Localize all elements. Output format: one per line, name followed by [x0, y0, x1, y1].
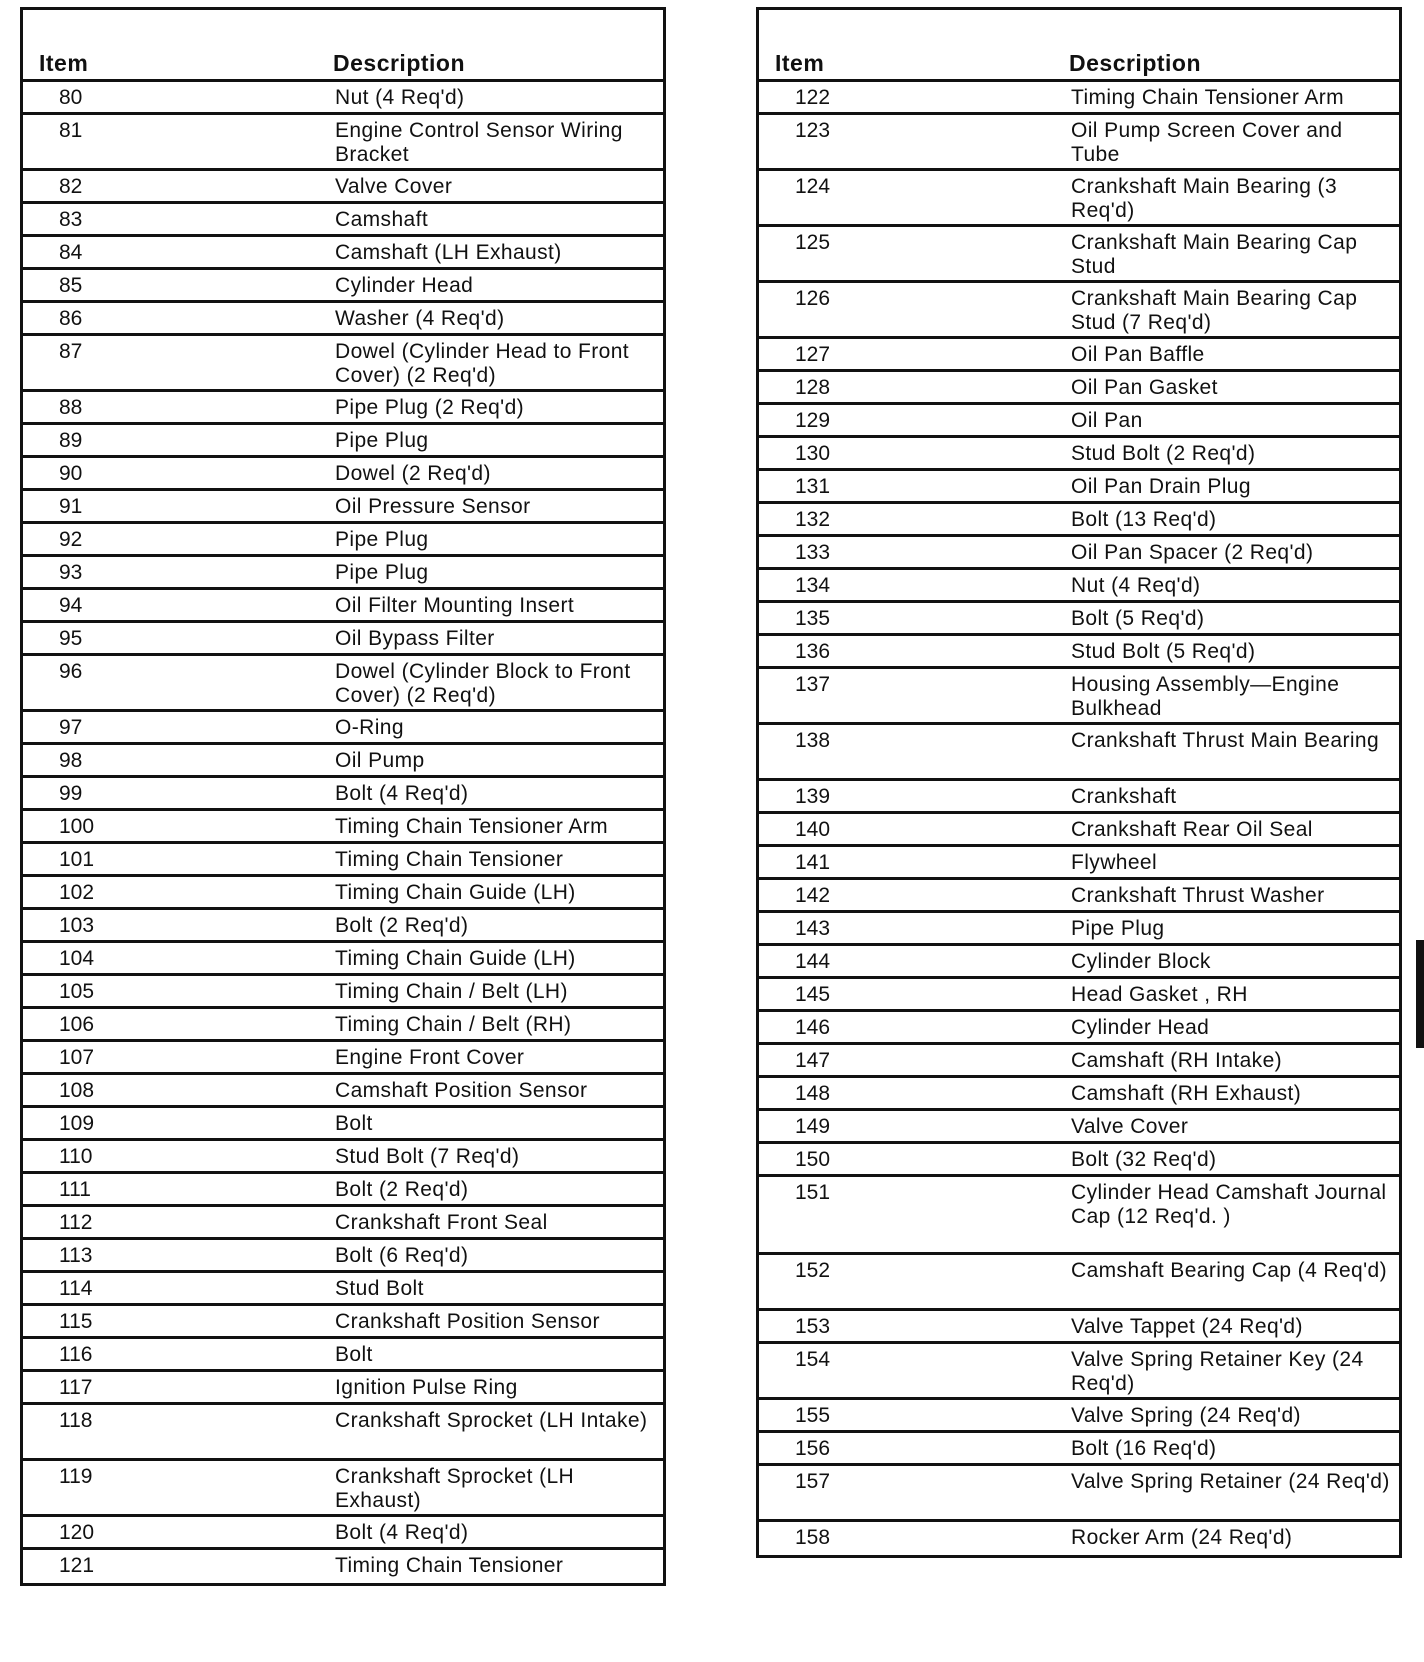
- item-description: Timing Chain Tensioner Arm: [335, 815, 609, 838]
- item-number: 149: [795, 1115, 831, 1138]
- table-body: [23, 82, 663, 1583]
- item-description: Housing Assembly—Engine Bulkhead: [1071, 673, 1340, 720]
- item-description: Dowel (2 Req'd): [335, 462, 491, 485]
- item-description: Camshaft: [335, 208, 429, 231]
- item-description: Flywheel: [1071, 851, 1158, 874]
- table-row: [759, 847, 1399, 880]
- item-number: 123: [795, 119, 831, 142]
- item-description: Bolt (4 Req'd): [335, 782, 469, 805]
- item-description: Camshaft (RH Exhaust): [1071, 1082, 1302, 1105]
- table-row: [759, 1078, 1399, 1111]
- item-number: 129: [795, 409, 831, 432]
- item-description: Bolt (2 Req'd): [335, 1178, 469, 1201]
- item-description: Ignition Pulse Ring: [335, 1376, 518, 1399]
- item-description: Cylinder Block: [1071, 950, 1211, 973]
- table-header: [23, 10, 663, 82]
- item-description: Bolt (4 Req'd): [335, 1521, 469, 1544]
- item-number: 97: [59, 716, 83, 739]
- table-row: [759, 115, 1399, 171]
- item-description: Oil Pan: [1071, 409, 1143, 432]
- item-description: Oil Pressure Sensor: [335, 495, 531, 518]
- item-number: 122: [795, 86, 831, 109]
- item-description: Oil Pan Baffle: [1071, 343, 1205, 366]
- item-description: Crankshaft Sprocket (LH Intake): [335, 1409, 648, 1432]
- table-row: [759, 1177, 1399, 1255]
- table-row: [23, 811, 663, 844]
- item-description: Engine Control Sensor Wiring Bracket: [335, 119, 623, 166]
- item-description: Valve Spring Retainer (24 Req'd): [1071, 1470, 1390, 1493]
- item-number: 134: [795, 574, 831, 597]
- item-number: 138: [795, 729, 831, 752]
- item-number: 89: [59, 429, 83, 452]
- item-number: 112: [59, 1211, 93, 1234]
- item-description: Oil Pan Gasket: [1071, 376, 1218, 399]
- table-row: [759, 1311, 1399, 1344]
- item-number: 152: [795, 1259, 831, 1282]
- item-description: Dowel (Cylinder Block to Front Cover) (2 Req'd): [335, 660, 631, 707]
- item-column-header: Item: [39, 50, 89, 76]
- table-row: [759, 504, 1399, 537]
- table-row: [23, 425, 663, 458]
- table-row: [759, 438, 1399, 471]
- item-description: Crankshaft Thrust Main Bearing: [1071, 729, 1380, 752]
- item-number: 84: [59, 241, 83, 264]
- item-number: 126: [795, 287, 831, 310]
- table-row: [759, 603, 1399, 636]
- item-number: 101: [59, 848, 95, 871]
- table-row: [23, 171, 663, 204]
- table-row: [759, 82, 1399, 115]
- item-description: Crankshaft Thrust Washer: [1071, 884, 1325, 907]
- item-description: Bolt (6 Req'd): [335, 1244, 469, 1267]
- item-description: Valve Cover: [1071, 1115, 1189, 1138]
- item-description: Oil Pan Drain Plug: [1071, 475, 1251, 498]
- table-row: [759, 283, 1399, 339]
- item-number: 92: [59, 528, 83, 551]
- table-row: [759, 1045, 1399, 1078]
- item-number: 108: [59, 1079, 95, 1102]
- item-number: 142: [795, 884, 831, 907]
- table-row: [23, 237, 663, 270]
- table-row: [759, 1400, 1399, 1433]
- table-row: [23, 1108, 663, 1141]
- table-row: [759, 372, 1399, 405]
- item-description: Pipe Plug: [335, 561, 429, 584]
- item-number: 88: [59, 396, 83, 419]
- table-row: [23, 877, 663, 910]
- item-number: 127: [795, 343, 831, 366]
- table-row: [23, 1273, 663, 1306]
- item-description: Pipe Plug (2 Req'd): [335, 396, 525, 419]
- table-row: [23, 590, 663, 623]
- item-number: 156: [795, 1437, 831, 1460]
- item-number: 100: [59, 815, 95, 838]
- item-description: Stud Bolt (5 Req'd): [1071, 640, 1256, 663]
- item-number: 87: [59, 340, 83, 363]
- item-description: Oil Pump Screen Cover and Tube: [1071, 119, 1343, 166]
- item-number: 157: [795, 1470, 831, 1493]
- table-row: [23, 745, 663, 778]
- table-row: [23, 82, 663, 115]
- table-row: [759, 537, 1399, 570]
- table-row: [23, 1461, 663, 1517]
- item-number: 91: [59, 495, 83, 518]
- item-description: O-Ring: [335, 716, 404, 739]
- item-number: 136: [795, 640, 831, 663]
- item-number: 94: [59, 594, 83, 617]
- table-row: [759, 979, 1399, 1012]
- item-description: Crankshaft Rear Oil Seal: [1071, 818, 1313, 841]
- item-number: 90: [59, 462, 83, 485]
- table-row: [23, 270, 663, 303]
- item-number: 119: [59, 1465, 93, 1488]
- item-description: Pipe Plug: [335, 429, 429, 452]
- item-number: 93: [59, 561, 83, 584]
- item-description: Cylinder Head Camshaft Journal Cap (12 Req'd. ): [1071, 1181, 1387, 1228]
- table-row: [759, 1344, 1399, 1400]
- table-row: [23, 303, 663, 336]
- item-number: 158: [795, 1526, 831, 1549]
- table-row: [23, 656, 663, 712]
- item-number: 131: [795, 475, 831, 498]
- item-description: Timing Chain Guide (LH): [335, 947, 576, 970]
- table-row: [759, 1522, 1399, 1555]
- description-column-header: Description: [1069, 50, 1202, 76]
- item-number: 140: [795, 818, 831, 841]
- item-description: Cylinder Head: [1071, 1016, 1210, 1039]
- item-description: Crankshaft Position Sensor: [335, 1310, 600, 1333]
- item-description: Timing Chain Tensioner: [335, 848, 564, 871]
- item-number: 116: [59, 1343, 93, 1366]
- table-row: [23, 976, 663, 1009]
- item-number: 114: [59, 1277, 93, 1300]
- description-column-header: Description: [333, 50, 466, 76]
- item-number: 106: [59, 1013, 95, 1036]
- table-row: [759, 781, 1399, 814]
- table-row: [23, 392, 663, 425]
- item-number: 133: [795, 541, 831, 564]
- table-row: [23, 1339, 663, 1372]
- table-row: [23, 1517, 663, 1550]
- item-description: Crankshaft: [1071, 785, 1177, 808]
- item-description: Rocker Arm (24 Req'd): [1071, 1526, 1293, 1549]
- item-description: Dowel (Cylinder Head to Front Cover) (2 Req'd): [335, 340, 630, 387]
- item-number: 117: [59, 1376, 93, 1399]
- parts-table-right: [756, 7, 1402, 1558]
- item-description: Oil Pan Spacer (2 Req'd): [1071, 541, 1314, 564]
- table-row: [759, 471, 1399, 504]
- item-number: 147: [795, 1049, 831, 1072]
- item-number: 109: [59, 1112, 95, 1135]
- table-body: [759, 82, 1399, 1555]
- item-number: 148: [795, 1082, 831, 1105]
- table-row: [759, 1466, 1399, 1522]
- item-number: 144: [795, 950, 831, 973]
- item-number: 96: [59, 660, 83, 683]
- table-row: [759, 1433, 1399, 1466]
- item-description: Timing Chain Guide (LH): [335, 881, 576, 904]
- item-description: Crankshaft Main Bearing (3 Req'd): [1071, 175, 1338, 222]
- item-number: 145: [795, 983, 831, 1006]
- table-row: [759, 636, 1399, 669]
- table-row: [759, 1144, 1399, 1177]
- item-description: Stud Bolt: [335, 1277, 424, 1300]
- item-description: Nut (4 Req'd): [335, 86, 465, 109]
- item-column-header: Item: [775, 50, 825, 76]
- table-row: [23, 1009, 663, 1042]
- table-row: [759, 669, 1399, 725]
- item-number: 110: [59, 1145, 93, 1168]
- table-row: [23, 1550, 663, 1583]
- item-description: Valve Tappet (24 Req'd): [1071, 1315, 1303, 1338]
- item-number: 150: [795, 1148, 831, 1171]
- item-number: 146: [795, 1016, 831, 1039]
- item-number: 130: [795, 442, 831, 465]
- item-number: 154: [795, 1348, 831, 1371]
- item-number: 83: [59, 208, 83, 231]
- item-number: 155: [795, 1404, 831, 1427]
- parts-table-left: [20, 7, 666, 1586]
- table-row: [23, 1174, 663, 1207]
- item-description: Engine Front Cover: [335, 1046, 525, 1069]
- table-row: [23, 1306, 663, 1339]
- table-header: [759, 10, 1399, 82]
- item-description: Timing Chain Tensioner Arm: [1071, 86, 1345, 109]
- table-row: [759, 814, 1399, 847]
- item-description: Stud Bolt (7 Req'd): [335, 1145, 520, 1168]
- table-row: [759, 725, 1399, 781]
- table-row: [23, 1240, 663, 1273]
- table-row: [759, 405, 1399, 438]
- item-number: 105: [59, 980, 95, 1003]
- item-description: Timing Chain / Belt (RH): [335, 1013, 572, 1036]
- item-number: 115: [59, 1310, 93, 1333]
- item-number: 125: [795, 231, 831, 254]
- item-description: Valve Spring (24 Req'd): [1071, 1404, 1301, 1427]
- table-row: [23, 1207, 663, 1240]
- item-description: Bolt (5 Req'd): [1071, 607, 1205, 630]
- table-row: [759, 227, 1399, 283]
- item-number: 107: [59, 1046, 95, 1069]
- item-description: Pipe Plug: [1071, 917, 1165, 940]
- table-row: [23, 458, 663, 491]
- item-description: Head Gasket , RH: [1071, 983, 1248, 1006]
- item-number: 135: [795, 607, 831, 630]
- table-row: [759, 946, 1399, 979]
- item-description: Oil Filter Mounting Insert: [335, 594, 575, 617]
- item-description: Pipe Plug: [335, 528, 429, 551]
- table-row: [23, 491, 663, 524]
- table-row: [759, 339, 1399, 372]
- table-row: [23, 1372, 663, 1405]
- item-number: 104: [59, 947, 95, 970]
- item-description: Bolt: [335, 1112, 373, 1135]
- item-description: Nut (4 Req'd): [1071, 574, 1201, 597]
- table-row: [23, 524, 663, 557]
- item-description: Oil Pump: [335, 749, 425, 772]
- item-number: 151: [795, 1181, 831, 1204]
- item-description: Stud Bolt (2 Req'd): [1071, 442, 1256, 465]
- item-description: Camshaft Position Sensor: [335, 1079, 588, 1102]
- table-row: [23, 778, 663, 811]
- table-row: [759, 1111, 1399, 1144]
- item-description: Crankshaft Main Bearing Cap Stud (7 Req'd): [1071, 287, 1358, 334]
- item-number: 113: [59, 1244, 93, 1267]
- item-description: Camshaft (LH Exhaust): [335, 241, 562, 264]
- item-description: Valve Spring Retainer Key (24 Req'd): [1071, 1348, 1364, 1395]
- table-row: [23, 1075, 663, 1108]
- table-row: [759, 880, 1399, 913]
- item-number: 86: [59, 307, 83, 330]
- table-row: [759, 1255, 1399, 1311]
- table-row: [23, 712, 663, 745]
- table-row: [759, 570, 1399, 603]
- item-number: 141: [795, 851, 831, 874]
- item-description: Washer (4 Req'd): [335, 307, 505, 330]
- item-number: 120: [59, 1521, 95, 1544]
- page-edge-tab: [1416, 940, 1424, 1048]
- item-number: 121: [59, 1554, 95, 1577]
- table-row: [23, 557, 663, 590]
- table-row: [23, 115, 663, 171]
- item-number: 118: [59, 1409, 93, 1432]
- item-description: Oil Bypass Filter: [335, 627, 495, 650]
- table-row: [23, 943, 663, 976]
- item-number: 80: [59, 86, 83, 109]
- item-description: Bolt (2 Req'd): [335, 914, 469, 937]
- item-description: Bolt: [335, 1343, 373, 1366]
- table-row: [23, 336, 663, 392]
- table-row: [23, 1141, 663, 1174]
- table-row: [23, 204, 663, 237]
- table-row: [759, 171, 1399, 227]
- item-number: 153: [795, 1315, 831, 1338]
- item-description: Camshaft Bearing Cap (4 Req'd): [1071, 1259, 1387, 1282]
- item-number: 81: [59, 119, 83, 142]
- item-description: Timing Chain Tensioner: [335, 1554, 564, 1577]
- item-number: 98: [59, 749, 83, 772]
- item-number: 124: [795, 175, 831, 198]
- item-number: 102: [59, 881, 95, 904]
- item-number: 85: [59, 274, 83, 297]
- item-number: 99: [59, 782, 83, 805]
- item-number: 82: [59, 175, 83, 198]
- item-description: Valve Cover: [335, 175, 453, 198]
- item-description: Bolt (32 Req'd): [1071, 1148, 1217, 1171]
- item-description: Bolt (13 Req'd): [1071, 508, 1217, 531]
- item-number: 111: [59, 1178, 91, 1201]
- item-description: Camshaft (RH Intake): [1071, 1049, 1283, 1072]
- item-description: Crankshaft Sprocket (LH Exhaust): [335, 1465, 575, 1512]
- item-number: 137: [795, 673, 831, 696]
- table-row: [23, 1042, 663, 1075]
- item-number: 132: [795, 508, 831, 531]
- item-number: 139: [795, 785, 831, 808]
- table-row: [23, 623, 663, 656]
- table-row: [23, 910, 663, 943]
- item-number: 128: [795, 376, 831, 399]
- item-number: 103: [59, 914, 95, 937]
- table-row: [23, 844, 663, 877]
- table-row: [759, 913, 1399, 946]
- item-description: Crankshaft Front Seal: [335, 1211, 548, 1234]
- item-description: Bolt (16 Req'd): [1071, 1437, 1217, 1460]
- table-row: [759, 1012, 1399, 1045]
- item-number: 143: [795, 917, 831, 940]
- item-number: 95: [59, 627, 83, 650]
- item-description: Cylinder Head: [335, 274, 474, 297]
- item-description: Timing Chain / Belt (LH): [335, 980, 568, 1003]
- table-row: [23, 1405, 663, 1461]
- item-description: Crankshaft Main Bearing Cap Stud: [1071, 231, 1358, 278]
